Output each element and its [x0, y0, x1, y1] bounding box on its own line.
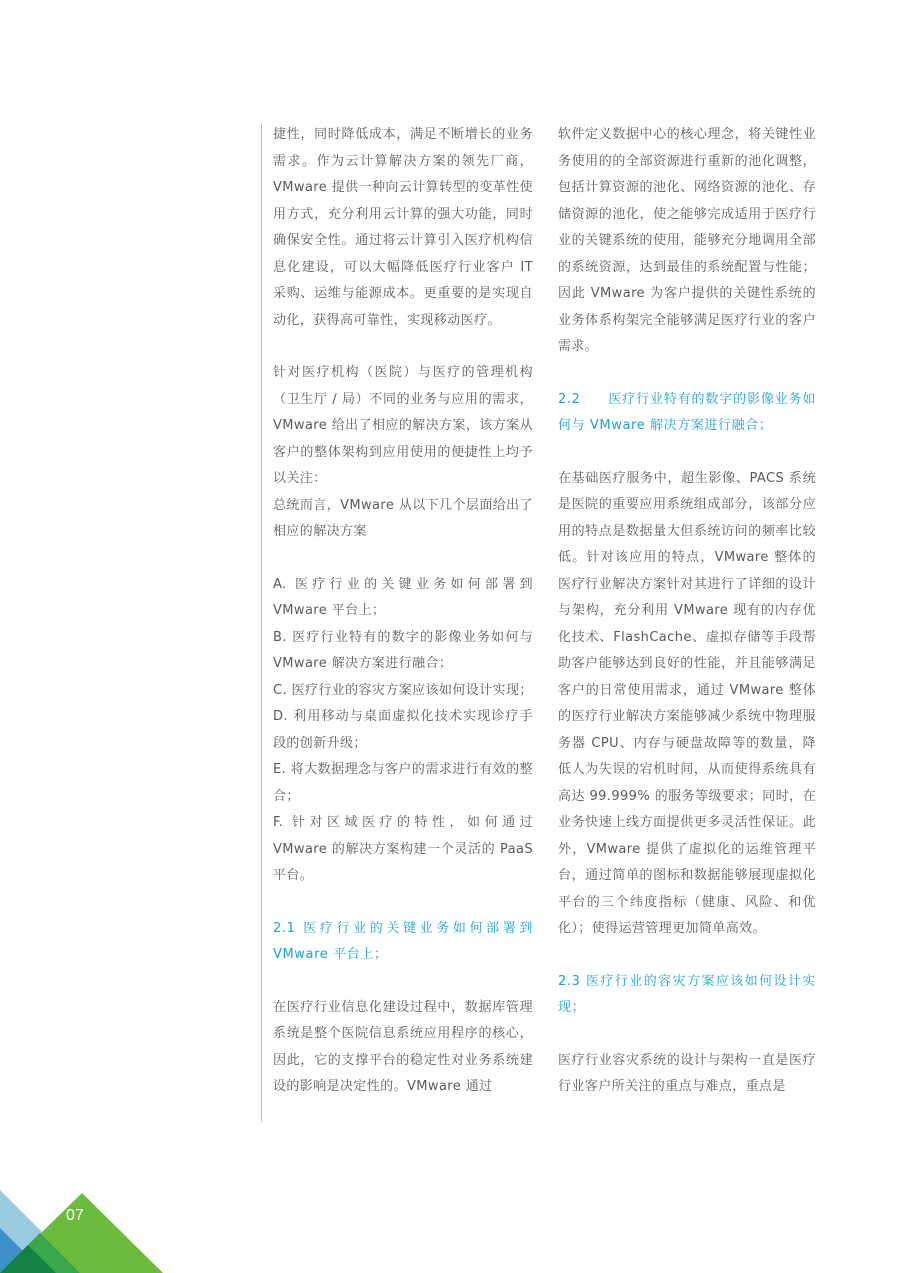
list-item-f: F. 针对区域医疗的特性，如何通过 VMware 的解决方案构建一个灵活的 PaaS 平台。 — [273, 815, 533, 883]
list-item-c: C. 医疗行业的容灾方案应该如何设计实现； — [273, 682, 533, 698]
body-paragraph: 捷性，同时降低成本，满足不断增长的业务需求。作为云计算解决方案的领先厂商，VMware 提供一种向云计算转型的变革性使用方式，充分利用云计算的强大功能，同时确保安全性。通过将云计算引入医疗机构信息化建设，可以大幅降低医疗行业客户 IT 采购、运维与能源成本。更重要的是实现自动化，获得高可靠性，实现移动医疗。 — [273, 127, 533, 328]
list-item-b: B. 医疗行业特有的数字的影像业务如何与 VMware 解决方案进行融合； — [273, 629, 533, 671]
section-heading-2-1: 2.1 医疗行业的关键业务如何部署到 VMware 平台上； — [273, 920, 533, 962]
body-paragraph: 软件定义数据中心的核心理念，将关键性业务使用的的全部资源进行重新的池化调整，包括计算资源的池化、网络资源的池化、存储资源的池化，使之能够完成适用于医疗行业的关键系统的使用，能够充分地调用全部的系统资源，达到最佳的系统配置与性能；因此 VMware 为客户提供的关键性系统的业务体系构架完全能够满足医疗行业的客户需求。 — [558, 127, 816, 354]
solution-list — [273, 572, 533, 890]
list-item-d: D. 利用移动与桌面虚拟化技术实现诊疗手段的创新升级； — [273, 709, 533, 751]
list-item-a: A. 医疗行业的关键业务如何部署到 VMware 平台上； — [273, 576, 533, 618]
body-paragraph: 在基础医疗服务中，超生影像、PACS 系统是医院的重要应用系统组成部分，该部分应用的特点是数据量大但系统访问的频率比较低。针对该应用的特点，VMware 整体的医疗行业解决方案针对其进行了详细的设计与架构，充分利用 VMware 现有的内存优化技术、FlashCache、虚拟存储等手段帮助客户能够达到良好的性能，并且能够满足客户的日常使用需求，通过 VMware 整体的医疗行业解决方案能够减少系统中物理服务器 CPU、内存与硬盘故障等的数量，降低人为失误的宕机时间，从而使得系统具有高达 99.999% 的服务等级要求；同时，在业务快速上线方面提供更多灵活性保证。此外，VMware 提供了虚拟化的运维管理平台，通过简单的图标和数据能够展现虚拟化平台的三个纬度指标（健康、风险、和优化）；使得运营管理更加简单高效。 — [558, 470, 816, 936]
right-column — [558, 122, 816, 1101]
footer-triangle-decoration — [0, 1170, 180, 1273]
body-paragraph: 针对医疗机构（医院）与医疗的管理机构（卫生厅 / 局）不同的业务与应用的需求，VMware 给出了相应的解决方案，该方案从客户的整体架构到应用使用的便捷性上均予以关注： — [273, 365, 533, 486]
column-divider-line — [261, 124, 262, 1122]
body-paragraph: 医疗行业容灾系统的设计与架构一直是医疗行业客户所关注的重点与难点，重点是 — [558, 1052, 816, 1094]
list-item-e: E. 将大数据理念与客户的需求进行有效的整合； — [273, 762, 533, 804]
section-heading-2-2: 2.2 医疗行业特有的数字的影像业务如何与 VMware 解决方案进行融合； — [558, 391, 816, 433]
page-number: 07 — [66, 1207, 84, 1224]
section-heading-2-3: 2.3 医疗行业的容灾方案应该如何设计实现； — [558, 973, 816, 1015]
body-paragraph: 在医疗行业信息化建设过程中，数据库管理系统是整个医院信息系统应用程序的核心，因此，它的支撑平台的稳定性对业务系统建设的影响是决定性的。VMware 通过 — [273, 999, 533, 1094]
body-paragraph: 总统而言，VMware 从以下几个层面给出了相应的解决方案 — [273, 497, 533, 539]
left-column — [273, 122, 533, 1101]
